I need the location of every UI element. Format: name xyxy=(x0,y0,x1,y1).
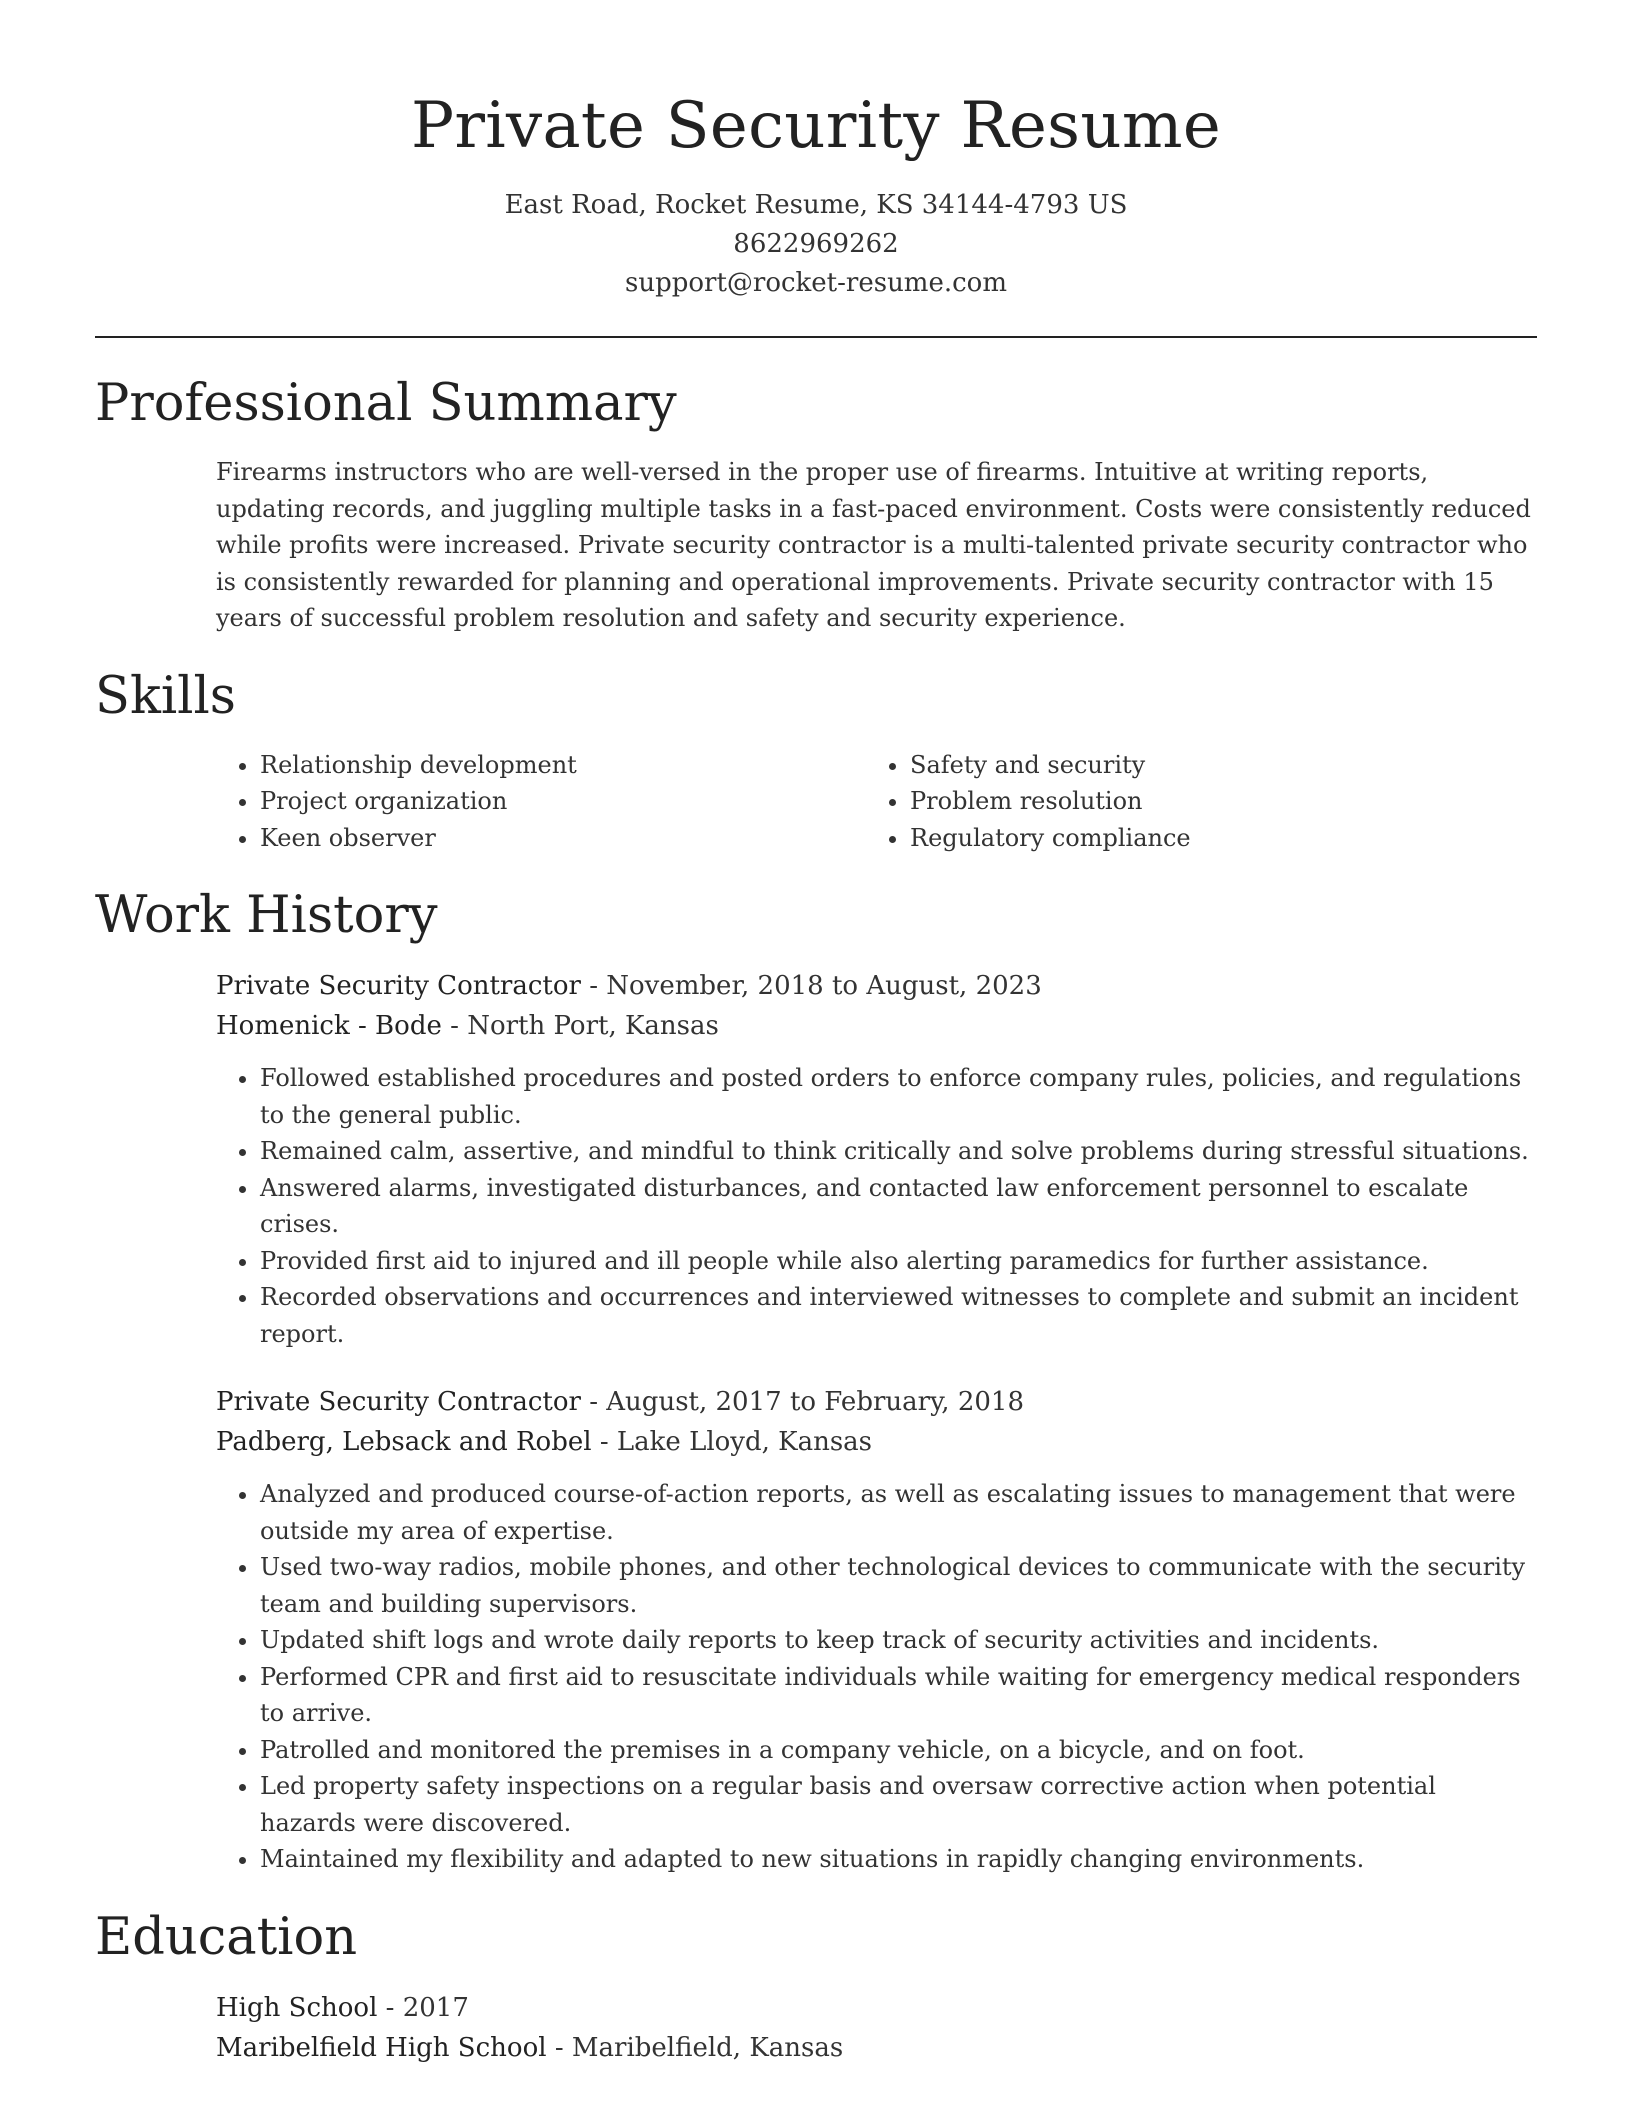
school-name: Maribelfield High School xyxy=(216,2032,547,2063)
education-section xyxy=(216,1988,1537,2068)
summary-heading: Professional Summary xyxy=(95,374,677,433)
school-location: Maribelfield, Kansas xyxy=(571,2032,844,2063)
header-divider xyxy=(95,336,1537,338)
graduation-year: 2017 xyxy=(402,1992,469,2023)
summary-text: Firearms instructors who are well-versed in the proper use of firearms. Intuitive at writing reports, updating records, and juggling multiple tasks in a fast-paced environment. Costs were consistently reduced while profits were increased. Private security contractor is a multi-talented private security contractor who is consistently rewarded for planning and operational improvements. Private security contractor with 15 years of successful problem resolution and safety and security experience. xyxy=(216,458,1531,632)
job-dates: November, 2018 to August, 2023 xyxy=(606,971,1042,1001)
skills-heading: Skills xyxy=(95,666,236,726)
job-title-line xyxy=(216,1382,1537,1422)
skills-list-right xyxy=(866,747,1537,857)
job-duty: • Led property safety inspections on a regular basis and oversaw corrective action when potential hazards were discovered. xyxy=(260,1768,1537,1841)
separator: - xyxy=(546,2032,572,2063)
job-duty: • Answered alarms, investigated disturbances, and contacted law enforcement personnel to escalate crises. xyxy=(260,1170,1537,1243)
work-history-heading: Work History xyxy=(95,886,438,945)
skill-item: • Keen observer xyxy=(260,820,866,857)
job-duty: • Used two-way radios, mobile phones, and other technological devices to communicate with the security team and building supervisors. xyxy=(260,1549,1537,1622)
job-dates: August, 2017 to February, 2018 xyxy=(606,1387,1024,1417)
separator: - xyxy=(580,1387,607,1417)
job-duty: • Patrolled and monitored the premises in a company vehicle, on a bicycle, and on foot. xyxy=(260,1732,1537,1769)
job-title-line xyxy=(216,966,1537,1006)
school-line xyxy=(216,2028,1537,2068)
job-location: Lake Lloyd, Kansas xyxy=(616,1427,873,1457)
job-duty: • Performed CPR and first aid to resuscitate individuals while waiting for emergency medical responders to arrive. xyxy=(260,1659,1537,1732)
skills-grid xyxy=(216,747,1537,857)
education-entry xyxy=(216,1988,1537,2068)
skills-section xyxy=(216,747,1537,857)
separator: - xyxy=(580,971,607,1001)
job-role: Private Security Contractor xyxy=(216,1387,581,1417)
separator: - xyxy=(591,1427,617,1457)
job-duty: • Remained calm, assertive, and mindful to think critically and solve problems during stressful situations. xyxy=(260,1133,1537,1170)
skill-item: • Problem resolution xyxy=(910,783,1537,820)
job-duty: • Analyzed and produced course-of-action reports, as well as escalating issues to management that were outside my area of expertise. xyxy=(260,1476,1537,1549)
contact-address: East Road, Rocket Resume, KS 34144-4793 US xyxy=(504,190,1128,220)
job-company-line xyxy=(216,1422,1537,1462)
job-company: Padberg, Lebsack and Robel xyxy=(216,1427,592,1457)
skill-item: • Relationship development xyxy=(260,747,866,784)
job-duty: • Followed established procedures and posted orders to enforce company rules, policies, and regulations to the general public. xyxy=(260,1060,1537,1133)
job-location: North Port, Kansas xyxy=(467,1011,719,1041)
education-heading: Education xyxy=(95,1907,358,1967)
separator: - xyxy=(377,1992,403,2023)
skill-item: • Regulatory compliance xyxy=(910,820,1537,857)
job-duty: • Maintained my flexibility and adapted to new situations in rapidly changing environments. xyxy=(260,1841,1537,1878)
job-duties-list xyxy=(216,1060,1537,1352)
skills-list-left xyxy=(216,747,866,857)
job-role: Private Security Contractor xyxy=(216,971,581,1001)
work-history-section xyxy=(216,966,1537,1878)
job-duty: • Recorded observations and occurrences and interviewed witnesses to complete and submit an incident report. xyxy=(260,1279,1537,1352)
resume-header xyxy=(95,0,1537,303)
job-company-line xyxy=(216,1006,1537,1046)
job-entry xyxy=(216,966,1537,1352)
job-duties-list xyxy=(216,1476,1537,1878)
contact-email: support@rocket-resume.com xyxy=(624,268,1007,298)
job-company: Homenick - Bode xyxy=(216,1011,442,1041)
job-duty: • Provided first aid to injured and ill people while also alerting paramedics for further assistance. xyxy=(260,1243,1537,1280)
degree-line xyxy=(216,1988,1537,2028)
contact-info xyxy=(95,186,1537,303)
separator: - xyxy=(441,1011,468,1041)
contact-phone: 8622969262 xyxy=(733,229,899,259)
summary-section xyxy=(216,454,1537,637)
job-duty: • Updated shift logs and wrote daily reports to keep track of security activities and incidents. xyxy=(260,1622,1537,1659)
skill-item: • Project organization xyxy=(260,783,866,820)
job-entry xyxy=(216,1382,1537,1878)
skill-item: • Safety and security xyxy=(910,747,1537,784)
resume-title: Private Security Resume xyxy=(410,89,1222,163)
degree: High School xyxy=(216,1992,378,2023)
